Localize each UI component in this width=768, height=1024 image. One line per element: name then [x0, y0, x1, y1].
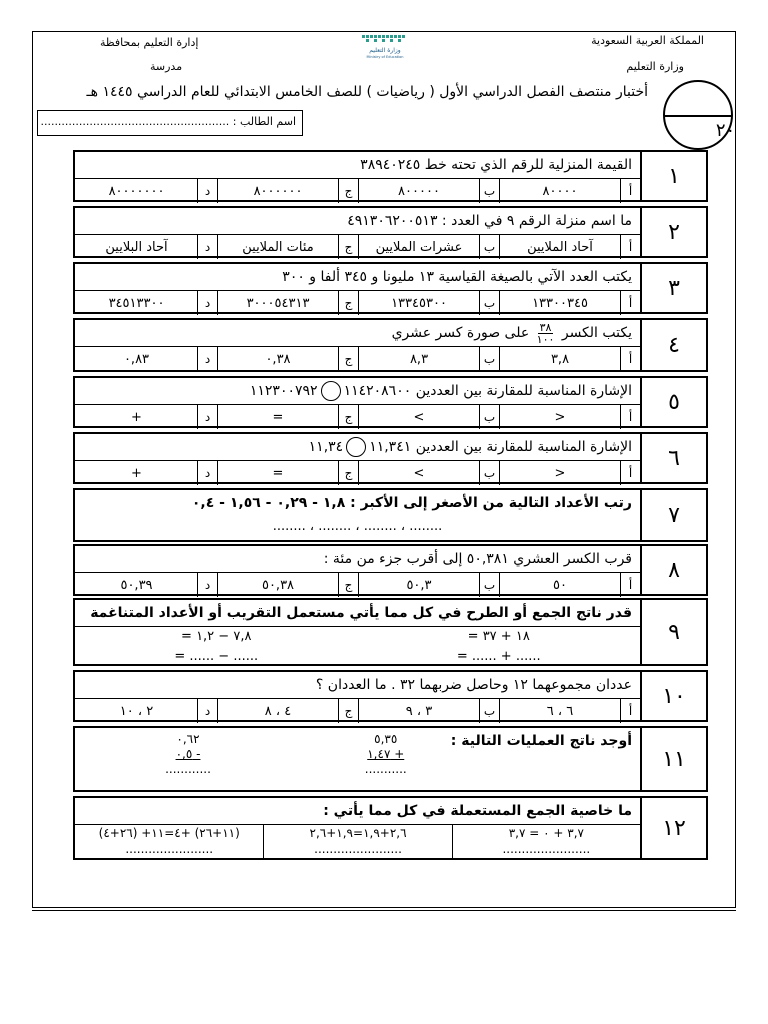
option-letter: أ [620, 405, 640, 429]
question-text: ما اسم منزلة الرقم ٩ في العدد : ٤٩١٣٠٦٢٠٠٥١٣ [75, 208, 640, 235]
estimate-left [75, 627, 358, 667]
option-value[interactable]: ٥٠,٣٩ [120, 577, 153, 593]
option-value[interactable]: ٨٠٠٠٠٠٠٠ [108, 183, 165, 199]
question-text-part: الإشارة المناسبة للمقارنة بين العددين ١١٤٢٠٨٦٠٠ [343, 383, 632, 399]
svg-text:وزارة التعليم: وزارة التعليم [369, 47, 401, 54]
question-body [75, 546, 640, 594]
option-value[interactable]: ٥٠ [499, 573, 620, 597]
option-letter: أ [620, 235, 640, 259]
options-row [75, 573, 640, 597]
options-row [75, 461, 640, 485]
ministry-logo [358, 33, 412, 59]
question-box [73, 150, 708, 202]
compare-circle[interactable] [346, 437, 366, 457]
question-text-part: الإشارة المناسبة للمقارنة بين العددين ١١,٣٤١ [369, 439, 632, 455]
option-value[interactable]: ٨٠٠٠٠٠ [358, 179, 479, 203]
question-text [75, 320, 640, 347]
option-letter: ج [338, 235, 358, 259]
question-box [73, 318, 708, 372]
question-text [75, 434, 640, 461]
operand-bottom: - ٠,٥ [175, 747, 201, 761]
option-letter: ج [338, 291, 358, 315]
option-letter: أ [620, 573, 640, 597]
question-number: ٥ [640, 378, 706, 426]
option-letter: د [197, 573, 217, 597]
question-text: قرب الكسر العشري ٥٠,٣٨١ إلى أقرب جزء من مئة : [75, 546, 640, 573]
question-number: ٢ [640, 208, 706, 256]
option-letter: ب [479, 291, 499, 315]
question-number: ١ [640, 152, 706, 200]
option-value[interactable]: ٤ ، ٨ [217, 699, 338, 723]
option-letter: أ [620, 179, 640, 203]
option-value[interactable]: ٣ ، ٩ [358, 699, 479, 723]
question-text: رتب الأعداد التالية من الأصغر إلى الأكبر : ١,٨ - ٠,٢٩ - ١,٥٦ - ٠,٤ [191, 495, 632, 511]
question-text: عددان مجموعهما ١٢ وحاصل ضربهما ٣٢ . ما العددان ؟ [75, 672, 640, 699]
option-value[interactable]: = [217, 405, 338, 429]
options-row [75, 179, 640, 203]
options-row [75, 291, 640, 315]
question-text [75, 378, 640, 405]
estimate-expression: ١٨ + ٣٧ = [467, 629, 530, 644]
question-number: ٧ [640, 490, 706, 540]
question-box [73, 262, 708, 314]
question-box [73, 670, 708, 722]
operation-blank[interactable]: ........... [364, 762, 407, 776]
student-name-field[interactable]: اسم الطالب : ...................................................... [37, 110, 303, 136]
grade-total: ٢٠ [715, 120, 736, 141]
option-value[interactable]: ٦ ، ٦ [499, 699, 620, 723]
property-blank[interactable]: ....................... [314, 842, 402, 856]
question-body [75, 208, 640, 256]
question-body [75, 798, 640, 858]
option-letter: أ [620, 291, 640, 315]
question-text-part: ١١٢٣٠٠٧٩٢ [249, 383, 318, 399]
question-number: ٣ [640, 264, 706, 312]
question-body [75, 728, 640, 790]
operations-row [75, 732, 640, 777]
options-row [75, 347, 640, 371]
question-body [75, 152, 640, 200]
fraction-denominator: ١٠٠ [536, 332, 555, 346]
grade-circle [663, 80, 736, 150]
option-value[interactable]: < [499, 461, 620, 485]
question-number: ١١ [640, 728, 706, 790]
operand-top: ٥,٣٥ [374, 732, 398, 746]
option-letter: د [197, 699, 217, 723]
property-blank[interactable]: ....................... [125, 842, 214, 856]
question-body [75, 672, 640, 720]
options-row [75, 235, 640, 259]
header-country: المملكة العربية السعودية [591, 34, 704, 47]
question-number: ٦ [640, 434, 706, 482]
option-value[interactable]: ٨,٣ [358, 347, 479, 371]
header-ministry: وزارة التعليم [626, 60, 684, 73]
option-value[interactable]: ٨٠٠٠٠ [499, 179, 620, 203]
option-letter: ج [338, 699, 358, 723]
question-text-part: يكتب الكسر [557, 325, 632, 341]
option-letter: د [197, 347, 217, 371]
option-letter: ب [479, 699, 499, 723]
option-letter: أ [620, 699, 640, 723]
question-number: ١٢ [640, 798, 706, 858]
property-cell [75, 825, 263, 859]
question-box [73, 488, 708, 542]
question-body [75, 434, 640, 482]
option-value[interactable]: ١٣٣٠٠٣٤٥ [499, 291, 620, 315]
option-value[interactable]: ٥٠,٣٨ [217, 573, 338, 597]
question-body [75, 600, 640, 664]
option-value[interactable]: ١٣٣٤٥٣٠٠ [358, 291, 479, 315]
question-text: يكتب العدد الآتي بالصيغة القياسية ١٣ مليونا و ٣٤٥ ألفا و ٣٠٠ [75, 264, 640, 291]
option-value[interactable]: ٣,٨ [499, 347, 620, 371]
option-value[interactable]: + [131, 465, 142, 481]
question-box [73, 544, 708, 596]
option-value[interactable]: = [217, 461, 338, 485]
question-box [73, 432, 708, 484]
operation-sub [75, 732, 301, 777]
question-number: ٤ [640, 320, 706, 370]
question-box [73, 376, 708, 428]
property-expression: ٢,٦+١,٩=١,٩+٢,٦ [309, 826, 407, 840]
option-value[interactable]: + [131, 409, 142, 425]
property-expression: ٣,٧ + ٠ = ٣,٧ [508, 826, 584, 840]
option-value[interactable]: ٥٠,٣ [358, 573, 479, 597]
estimate-expression: ٧,٨ − ١,٢ = [181, 629, 252, 644]
fraction [537, 322, 555, 345]
estimate-right [358, 627, 641, 667]
question-text: أوجد ناتج العمليات التالية : [450, 733, 632, 749]
question-box [73, 796, 708, 860]
option-letter: د [197, 179, 217, 203]
option-value[interactable]: ٠,٨٣ [123, 351, 150, 367]
option-letter: د [197, 235, 217, 259]
option-value[interactable]: < [499, 405, 620, 429]
option-value[interactable]: عشرات الملايين [358, 235, 479, 259]
question-number: ٨ [640, 546, 706, 594]
option-letter: ب [479, 179, 499, 203]
option-letter: ب [479, 405, 499, 429]
operand-top: ٠,٦٢ [176, 732, 200, 746]
option-letter: ج [338, 405, 358, 429]
question-box [73, 726, 708, 792]
property-blank[interactable]: ....................... [502, 842, 591, 856]
question-text: القيمة المنزلية للرقم الذي تحته خط ٣٨٩٤٠٢٤٥ [75, 152, 640, 179]
option-letter: ج [338, 347, 358, 371]
option-letter: د [197, 405, 217, 429]
question-text-part: على صورة كسر عشري [391, 325, 534, 341]
question-box [73, 206, 708, 258]
question-body [75, 264, 640, 312]
question-body [75, 320, 640, 370]
operation-blank[interactable]: ............ [165, 762, 211, 776]
option-value[interactable]: آحاد الملايين [499, 235, 620, 259]
option-letter: ب [479, 461, 499, 485]
option-letter: د [197, 461, 217, 485]
question-text: قدر ناتج الجمع أو الطرح في كل مما يأتي مستعمل التقريب أو الأعداد المتناغمة [75, 600, 640, 627]
ministry-logo-icon [358, 33, 412, 59]
option-value[interactable]: ٣٤٥١٣٣٠٠ [108, 295, 165, 311]
option-letter: أ [620, 347, 640, 371]
estimate-rows [75, 627, 640, 667]
option-value[interactable]: آحاد البلايين [105, 239, 168, 255]
option-letter: د [197, 291, 217, 315]
question-number: ٩ [640, 600, 706, 664]
option-value[interactable]: > [358, 461, 479, 485]
property-cell [452, 825, 640, 859]
options-row [75, 405, 640, 429]
option-letter: أ [620, 461, 640, 485]
option-letter: ج [338, 179, 358, 203]
exam-title: أختبار منتصف الفصل الدراسي الأول ( رياضيات ) للصف الخامس الابتدائي للعام الدراسي ١٤٤٥ هـ [86, 84, 648, 100]
operand-bottom: + ١,٤٧ [367, 747, 405, 761]
fraction-numerator: ٣٨ [539, 320, 552, 334]
option-value[interactable]: ٣٠٠٠٥٤٣١٣ [217, 291, 338, 315]
answer-blanks[interactable]: ........ ، ........ ، ........ ، ........ [272, 519, 443, 534]
option-letter: ج [338, 461, 358, 485]
svg-text:Ministry of Education: Ministry of Education [366, 55, 404, 59]
option-value[interactable]: ٠,٣٨ [217, 347, 338, 371]
properties-row [75, 825, 640, 859]
option-letter: ب [479, 235, 499, 259]
operations-spacer [471, 732, 641, 777]
compare-circle[interactable] [321, 381, 341, 401]
option-value[interactable]: ٢ ، ١٠ [119, 703, 154, 719]
question-text-part: ١١,٣٤ [308, 439, 344, 455]
operation-add [301, 732, 471, 777]
option-letter: ج [338, 573, 358, 597]
question-text: ما خاصية الجمع المستعملة في كل مما يأتي : [75, 798, 640, 825]
header-admin: إدارة التعليم بمحافظة [100, 36, 199, 49]
question-body [75, 378, 640, 426]
estimate-blank[interactable]: ...... − ...... = [174, 649, 259, 664]
property-cell [263, 825, 451, 859]
question-box [73, 598, 708, 666]
option-letter: ب [479, 347, 499, 371]
option-value[interactable]: ٨٠٠٠٠٠٠ [217, 179, 338, 203]
estimate-blank[interactable]: ...... + ...... = [456, 649, 541, 664]
question-number: ١٠ [640, 672, 706, 720]
property-expression: (١١+٢٦) +٤=١١+ (٢٦+٤) [98, 826, 240, 840]
option-value[interactable]: > [358, 405, 479, 429]
option-letter: ب [479, 573, 499, 597]
question-body [75, 490, 640, 540]
option-value[interactable]: مئات الملايين [217, 235, 338, 259]
header-school: مدرسة [150, 60, 183, 73]
options-row [75, 699, 640, 723]
page-bottom-rule [32, 910, 736, 911]
